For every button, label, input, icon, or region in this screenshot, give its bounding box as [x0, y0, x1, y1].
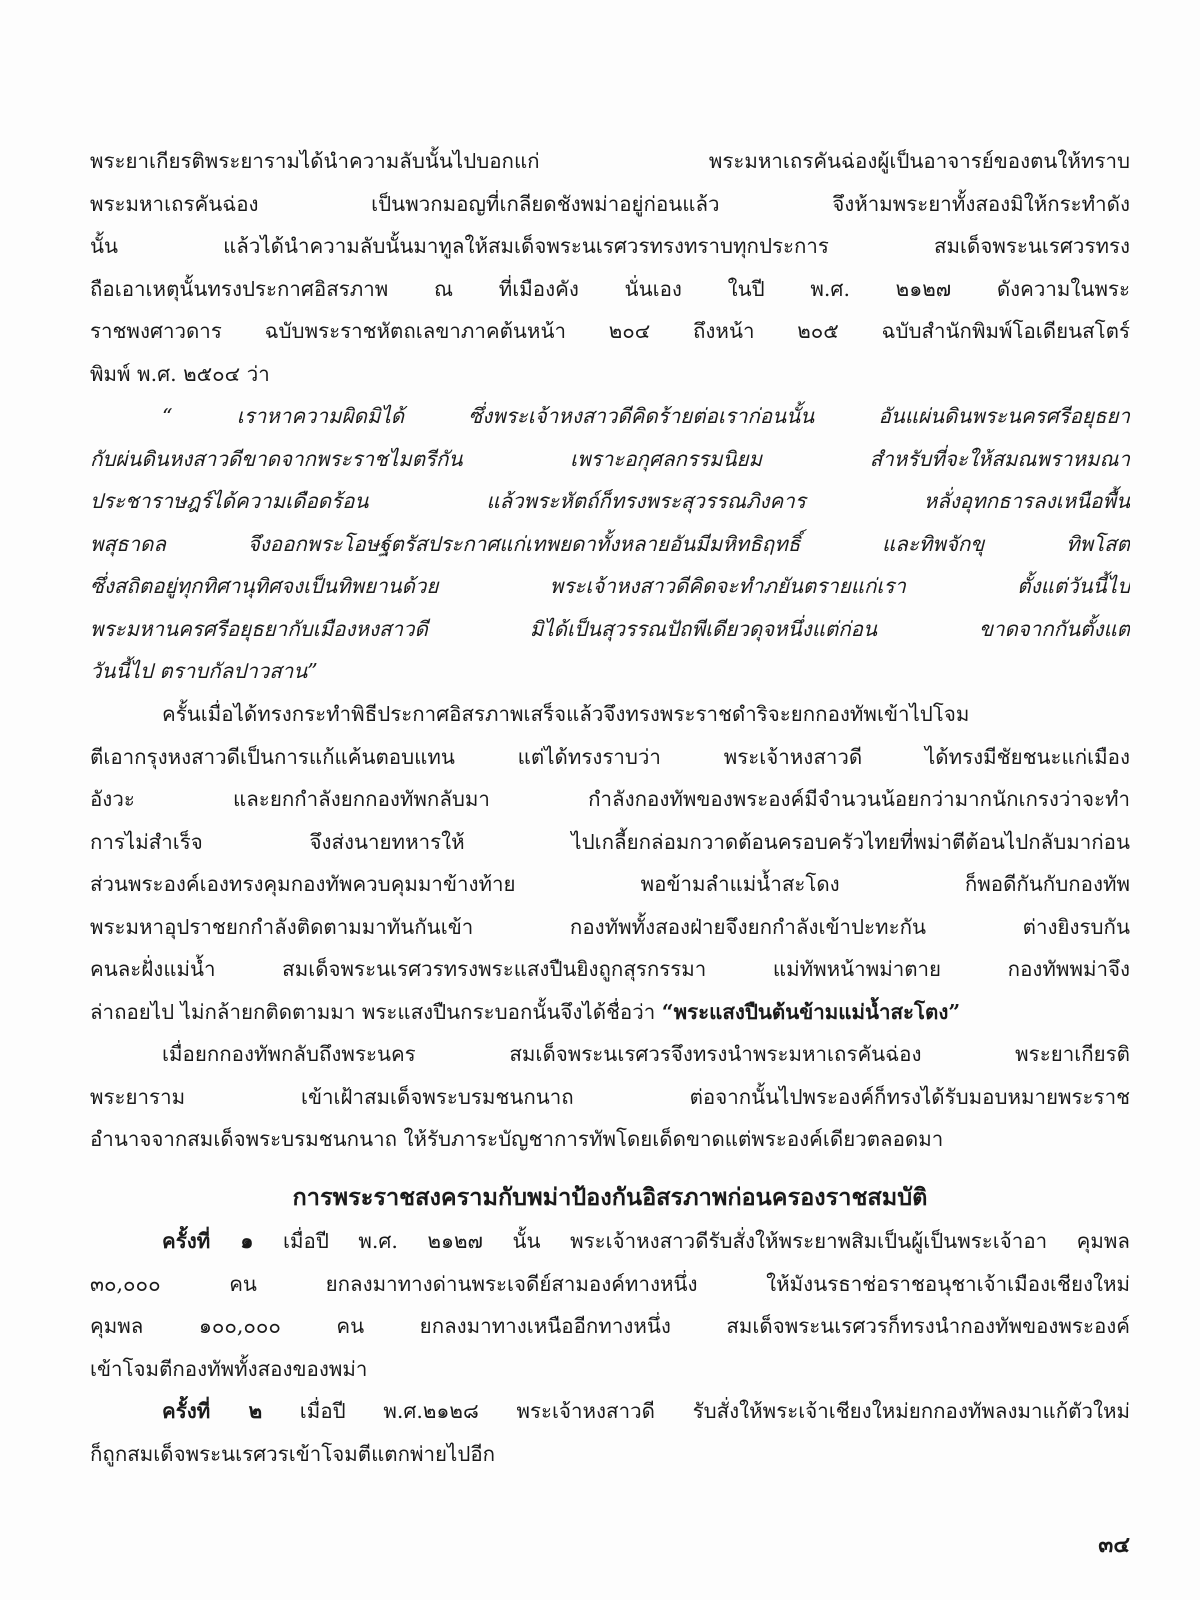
return-line-3: อำนาจจากสมเด็จพระบรมชนกนาถ ให้รับภาระบัญชาการทัพโดยเด็ดขาดแต่พระองค์เดียวตลอดมา	[90, 1127, 944, 1151]
intro-line-3: นั้น แล้วได้นำความลับนั้นมาทูลให้สมเด็จพระนเรศวรทรงทราบทุกประการ สมเด็จพระนเรศวรทรง	[90, 234, 1130, 258]
campaign-line-2: ตีเอากรุงหงสาวดีเป็นการแก้แค้นตอบแทน แต่ได้ทรงราบว่า พระเจ้าหงสาวดี ได้ทรงมีชัยชนะแก่เมือง	[90, 744, 1130, 769]
campaign-line-7: คนละฝั่งแม่น้ำ สมเด็จพระนเรศวรทรงพระแสงปืนยิงถูกสุรกรรมา แม่ทัพหน้าพม่าตาย กองทัพพม่าจึง	[90, 957, 1130, 981]
war-1-line-2: ๓๐,๐๐๐ คน ยกลงมาทางด่านพระเจดีย์สามองค์ทางหนึ่ง ให้มังนรธาช่อราชอนุชาเจ้าเมืองเชียงใหม่	[90, 1271, 1130, 1296]
section-heading: การพระราชสงครามกับพม่าป้องกันอิสรภาพก่อนครองราชสมบัติ	[292, 1183, 928, 1211]
quote-line-5: ซึ่งสถิตอยู่ทุกทิศานุทิศจงเป็นทิพยานด้วย พระเจ้าหงสาวดีคิดจะทำภยันตรายแก่เรา ตั้งแต่วันนี้ไป	[90, 574, 1130, 598]
campaign-line-8	[90, 991, 1130, 1034]
sword-line-text: ล่าถอยไป ไม่กล้ายกติดตามมา พระแสงปืนกระบอกนั้นจึงได้ชื่อว่า	[90, 999, 662, 1024]
campaign-line-3: อังวะ และยกกำลังยกกองทัพกลับมา กำลังกองทัพของพระองค์มีจำนวนน้อยกว่ามากนักเกรงว่าจะทำ	[90, 787, 1130, 811]
page-number: ๓๔	[1098, 1532, 1130, 1558]
sword-name: “พระแสงปืนต้นข้ามแม่น้ำสะโตง”	[661, 999, 961, 1024]
intro-line-1: พระยาเกียรติพระยารามได้นำความลับนั้นไปบอกแก่ พระมหาเถรคันฉ่องผู้เป็นอาจารย์ของตนให้ทราบ	[90, 149, 1130, 173]
quote-line-2: กับผ่นดินหงสาวดีขาดจากพระราชไมตรีกัน เพราะอกุศลกรรมนิยม สำหรับที่จะให้สมณพราหมณา	[90, 446, 1130, 471]
quote-line-4: พสุธาดล จึงออกพระโอษฐ์ตรัสประกาศแก่เทพยดาทั้งหลายอันมีมหิทธิฤทธิ์ และทิพจักขุ ทิพโสต	[90, 531, 1130, 556]
campaign-paragraph	[90, 693, 1130, 1033]
intro-line-6: พิมพ์ พ.ศ. ๒๕๐๔ ว่า	[90, 361, 270, 386]
war-1-line-3: คุมพล ๑๐๐,๐๐๐ คน ยกลงมาทางเหนืออีกทางหนึ่ง สมเด็จพระนเรศวรก็ทรงนำกองทัพของพระองค์	[90, 1314, 1130, 1338]
war-1-label: ครั้งที่ ๑	[162, 1229, 254, 1253]
war-2-label: ครั้งที่ ๒	[162, 1399, 263, 1423]
war-2-first-text: เมื่อปี พ.ศ.๒๑๒๘ พระเจ้าหงสาวดี รับสั่งให้พระเจ้าเชียงใหม่ยกกองทัพลงมาแก้ตัวใหม่	[262, 1399, 1130, 1423]
intro-line-5: ราชพงศาวดาร ฉบับพระราชหัตถเลขาภาคต้นหน้า ๒๐๔ ถึงหน้า ๒๐๕ ฉบับสำนักพิมพ์โอเดียนสโตร์	[90, 319, 1130, 343]
intro-paragraph	[90, 140, 1130, 395]
quote-line-3: ประชาราษฎร์ได้ความเดือดร้อน แล้วพระหัตถ์ก็ทรงพระสุวรรณภิงคาร หลั่งอุทกธารลงเหนือพื้น	[90, 489, 1130, 513]
campaign-line-1: ครั้นเมื่อได้ทรงกระทำพิธีประกาศอิสรภาพเสร็จแล้วจึงทรงพระราชดำริจะยกกองทัพเข้าไปโจม	[162, 702, 970, 726]
campaign-line-5: ส่วนพระองค์เองทรงคุมกองทัพควบคุมมาข้างท้าย พอข้ามลำแม่น้ำสะโดง ก็พอดีกันกับกองทัพ	[90, 872, 1130, 896]
proclamation-quote	[90, 395, 1130, 693]
return-paragraph	[90, 1033, 1130, 1161]
war-2-paragraph	[90, 1390, 1130, 1475]
campaign-line-6: พระมหาอุปราชยกกำลังติดตามมาทันกันเข้า กองทัพทั้งสองฝ่ายจึงยกกำลังเข้าปะทะกัน ต่างยิงรบกัน	[90, 914, 1130, 939]
return-line-1: เมื่อยกกองทัพกลับถึงพระนคร สมเด็จพระนเรศวรจึงทรงนำพระมหาเถรคันฉ่อง พระยาเกียรติ	[162, 1042, 1130, 1066]
war-1-first-text: เมื่อปี พ.ศ. ๒๑๒๗ นั้น พระเจ้าหงสาวดีรับสั่งให้พระยาพสิมเป็นผู้เป็นพระเจ้าอา คุมพล	[253, 1229, 1130, 1253]
quote-line-1: “ เราหาความผิดมิได้ ซึ่งพระเจ้าหงสาวดีคิดร้ายต่อเราก่อนนั้น อันแผ่นดินพระนครศรีอยุธยา	[162, 404, 1130, 428]
intro-line-2: พระมหาเถรคันฉ่อง เป็นพวกมอญที่เกลียดชังพม่าอยู่ก่อนแล้ว จึงห้ามพระยาทั้งสองมิให้กระทำดัง	[90, 191, 1130, 216]
return-line-2: พระยาราม เข้าเฝ้าสมเด็จพระบรมชนกนาถ ต่อจากนั้นไปพระองค์ก็ทรงได้รับมอบหมายพระราช	[90, 1084, 1130, 1109]
war-1-paragraph	[90, 1220, 1130, 1390]
war-1-line-1	[90, 1220, 1130, 1263]
war-2-line-2: ก็ถูกสมเด็จพระนเรศวรเข้าโจมตีแตกพ่ายไปอีก	[90, 1441, 496, 1466]
intro-line-4: ถือเอาเหตุนั้นทรงประกาศอิสรภาพ ณ ที่เมืองคัง นั่นเอง ในปี พ.ศ. ๒๑๒๗ ดังความในพระ	[90, 276, 1130, 301]
campaign-line-4: การไม่สำเร็จ จึงส่งนายทหารให้ ไปเกลี้ยกล่อมกวาดต้อนครอบครัวไทยที่พม่าตีต้อนไปกลับมาก่อน	[90, 829, 1130, 854]
quote-line-6: พระมหานครศรีอยุธยากับเมืองหงสาวดี มิได้เป็นสุวรรณปัถพีเดียวดุจหนึ่งแต่ก่อน ขาดจากกันตั้งแต่	[90, 616, 1130, 641]
war-2-line-1	[90, 1390, 1130, 1433]
quote-line-7: วันนี้ไป ตราบกัลปาวสาน”	[90, 659, 318, 683]
war-1-line-4: เข้าโจมตีกองทัพทั้งสองของพม่า	[90, 1356, 368, 1381]
